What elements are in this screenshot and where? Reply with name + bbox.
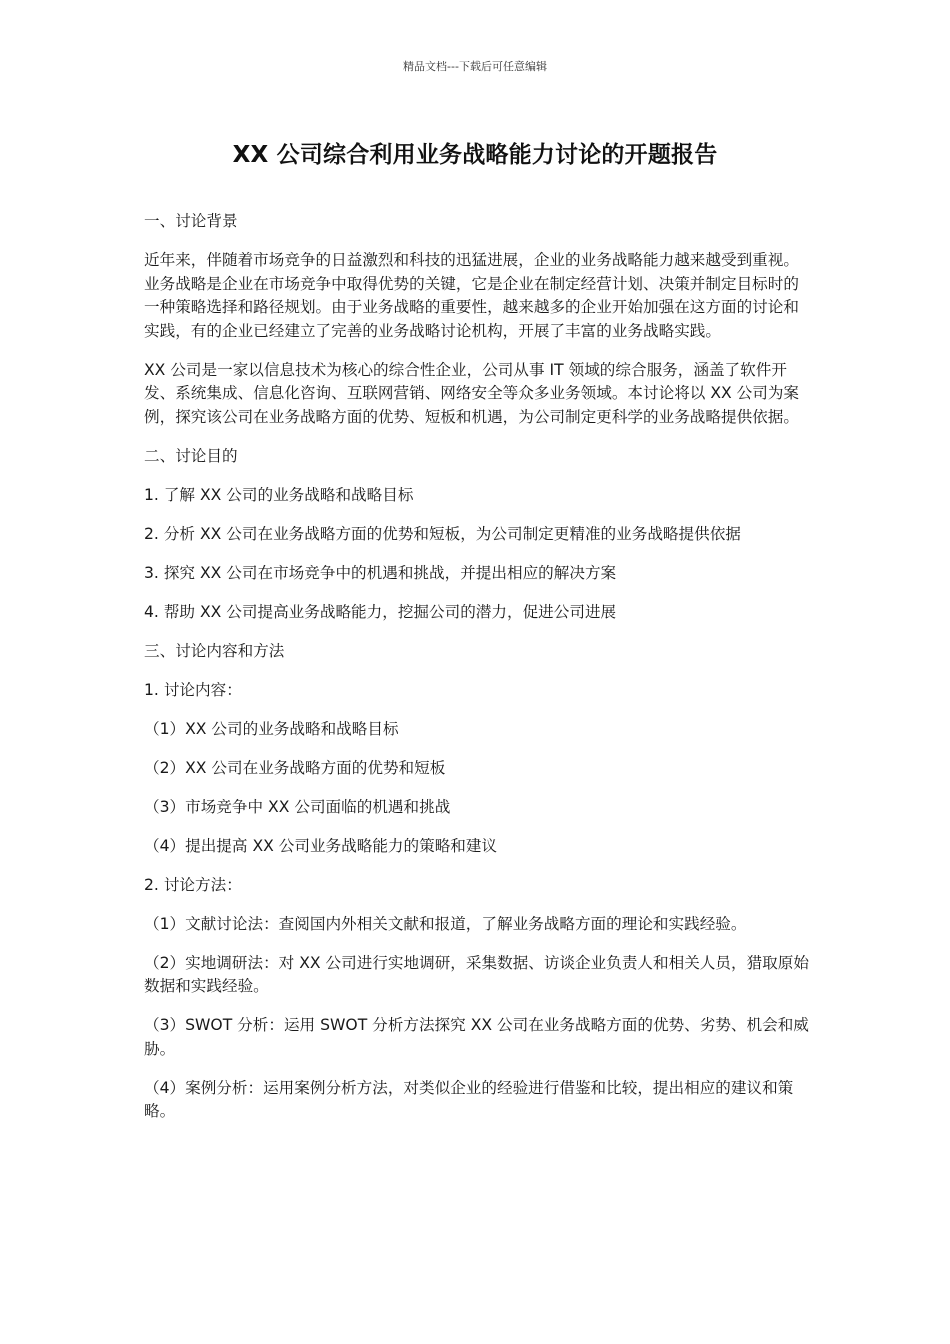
purpose-item-3: 3. 探究 XX 公司在市场竞争中的机遇和挑战，并提出相应的解决方案	[144, 563, 617, 582]
purpose-item-4: 4. 帮助 XX 公司提高业务战略能力，挖掘公司的潜力，促进公司进展	[144, 602, 617, 621]
method-item-1: （1）文献讨论法：查阅国内外相关文献和报道，了解业务战略方面的理论和实践经验。	[144, 914, 747, 933]
document-body	[144, 210, 812, 1139]
method-item-4: （4）案例分析：运用案例分析方法，对类似企业的经验进行借鉴和比较，提出相应的建议和策略。	[144, 1078, 794, 1120]
method-item-2: （2）实地调研法：对 XX 公司进行实地调研，采集数据、访谈企业负责人和相关人员，猎取原始数据和实践经验。	[144, 953, 809, 995]
section-heading-content-methods: 三、讨论内容和方法	[144, 641, 285, 660]
paragraph-background-1: 近年来，伴随着市场竞争的日益激烈和科技的迅猛进展，企业的业务战略能力越来越受到重视。业务战略是企业在市场竞争中取得优势的关键，它是企业在制定经营计划、决策并制定目标时的一种策略选择和路径规划。由于业务战略的重要性，越来越多的企业开始加强在这方面的讨论和实践，有的企业已经建立了完善的业务战略讨论机构，开展了丰富的业务战略实践。	[144, 251, 799, 340]
section-heading-background: 一、讨论背景	[144, 212, 238, 230]
subheading-content: 1. 讨论内容：	[144, 680, 242, 699]
section-heading-purpose: 二、讨论目的	[144, 446, 238, 465]
document-title: XX 公司综合利用业务战略能力讨论的开题报告	[232, 142, 718, 168]
subheading-methods: 2. 讨论方法：	[144, 875, 242, 894]
purpose-item-1: 1. 了解 XX 公司的业务战略和战略目标	[144, 485, 414, 504]
content-item-4: （4）提出提高 XX 公司业务战略能力的策略和建议	[144, 836, 498, 855]
header-note: 精品文档---下载后可任意编辑	[403, 60, 547, 73]
content-item-1: （1）XX 公司的业务战略和战略目标	[144, 719, 399, 738]
paragraph-background-2: XX 公司是一家以信息技术为核心的综合性企业，公司从事 IT 领域的综合服务，涵盖了软件开发、系统集成、信息化咨询、互联网营销、网络安全等众多业务领域。本讨论将以 XX 公司为案例，探究该公司在业务战略方面的优势、短板和机遇，为公司制定更科学的业务战略提供依据。	[144, 360, 800, 426]
method-item-3: （3）SWOT 分析：运用 SWOT 分析方法探究 XX 公司在业务战略方面的优势、劣势、机会和威胁。	[144, 1016, 809, 1058]
content-item-3: （3）市场竞争中 XX 公司面临的机遇和挑战	[144, 797, 451, 816]
content-item-2: （2）XX 公司在业务战略方面的优势和短板	[144, 758, 446, 777]
purpose-item-2: 2. 分析 XX 公司在业务战略方面的优势和短板，为公司制定更精准的业务战略提供依据	[144, 524, 741, 543]
